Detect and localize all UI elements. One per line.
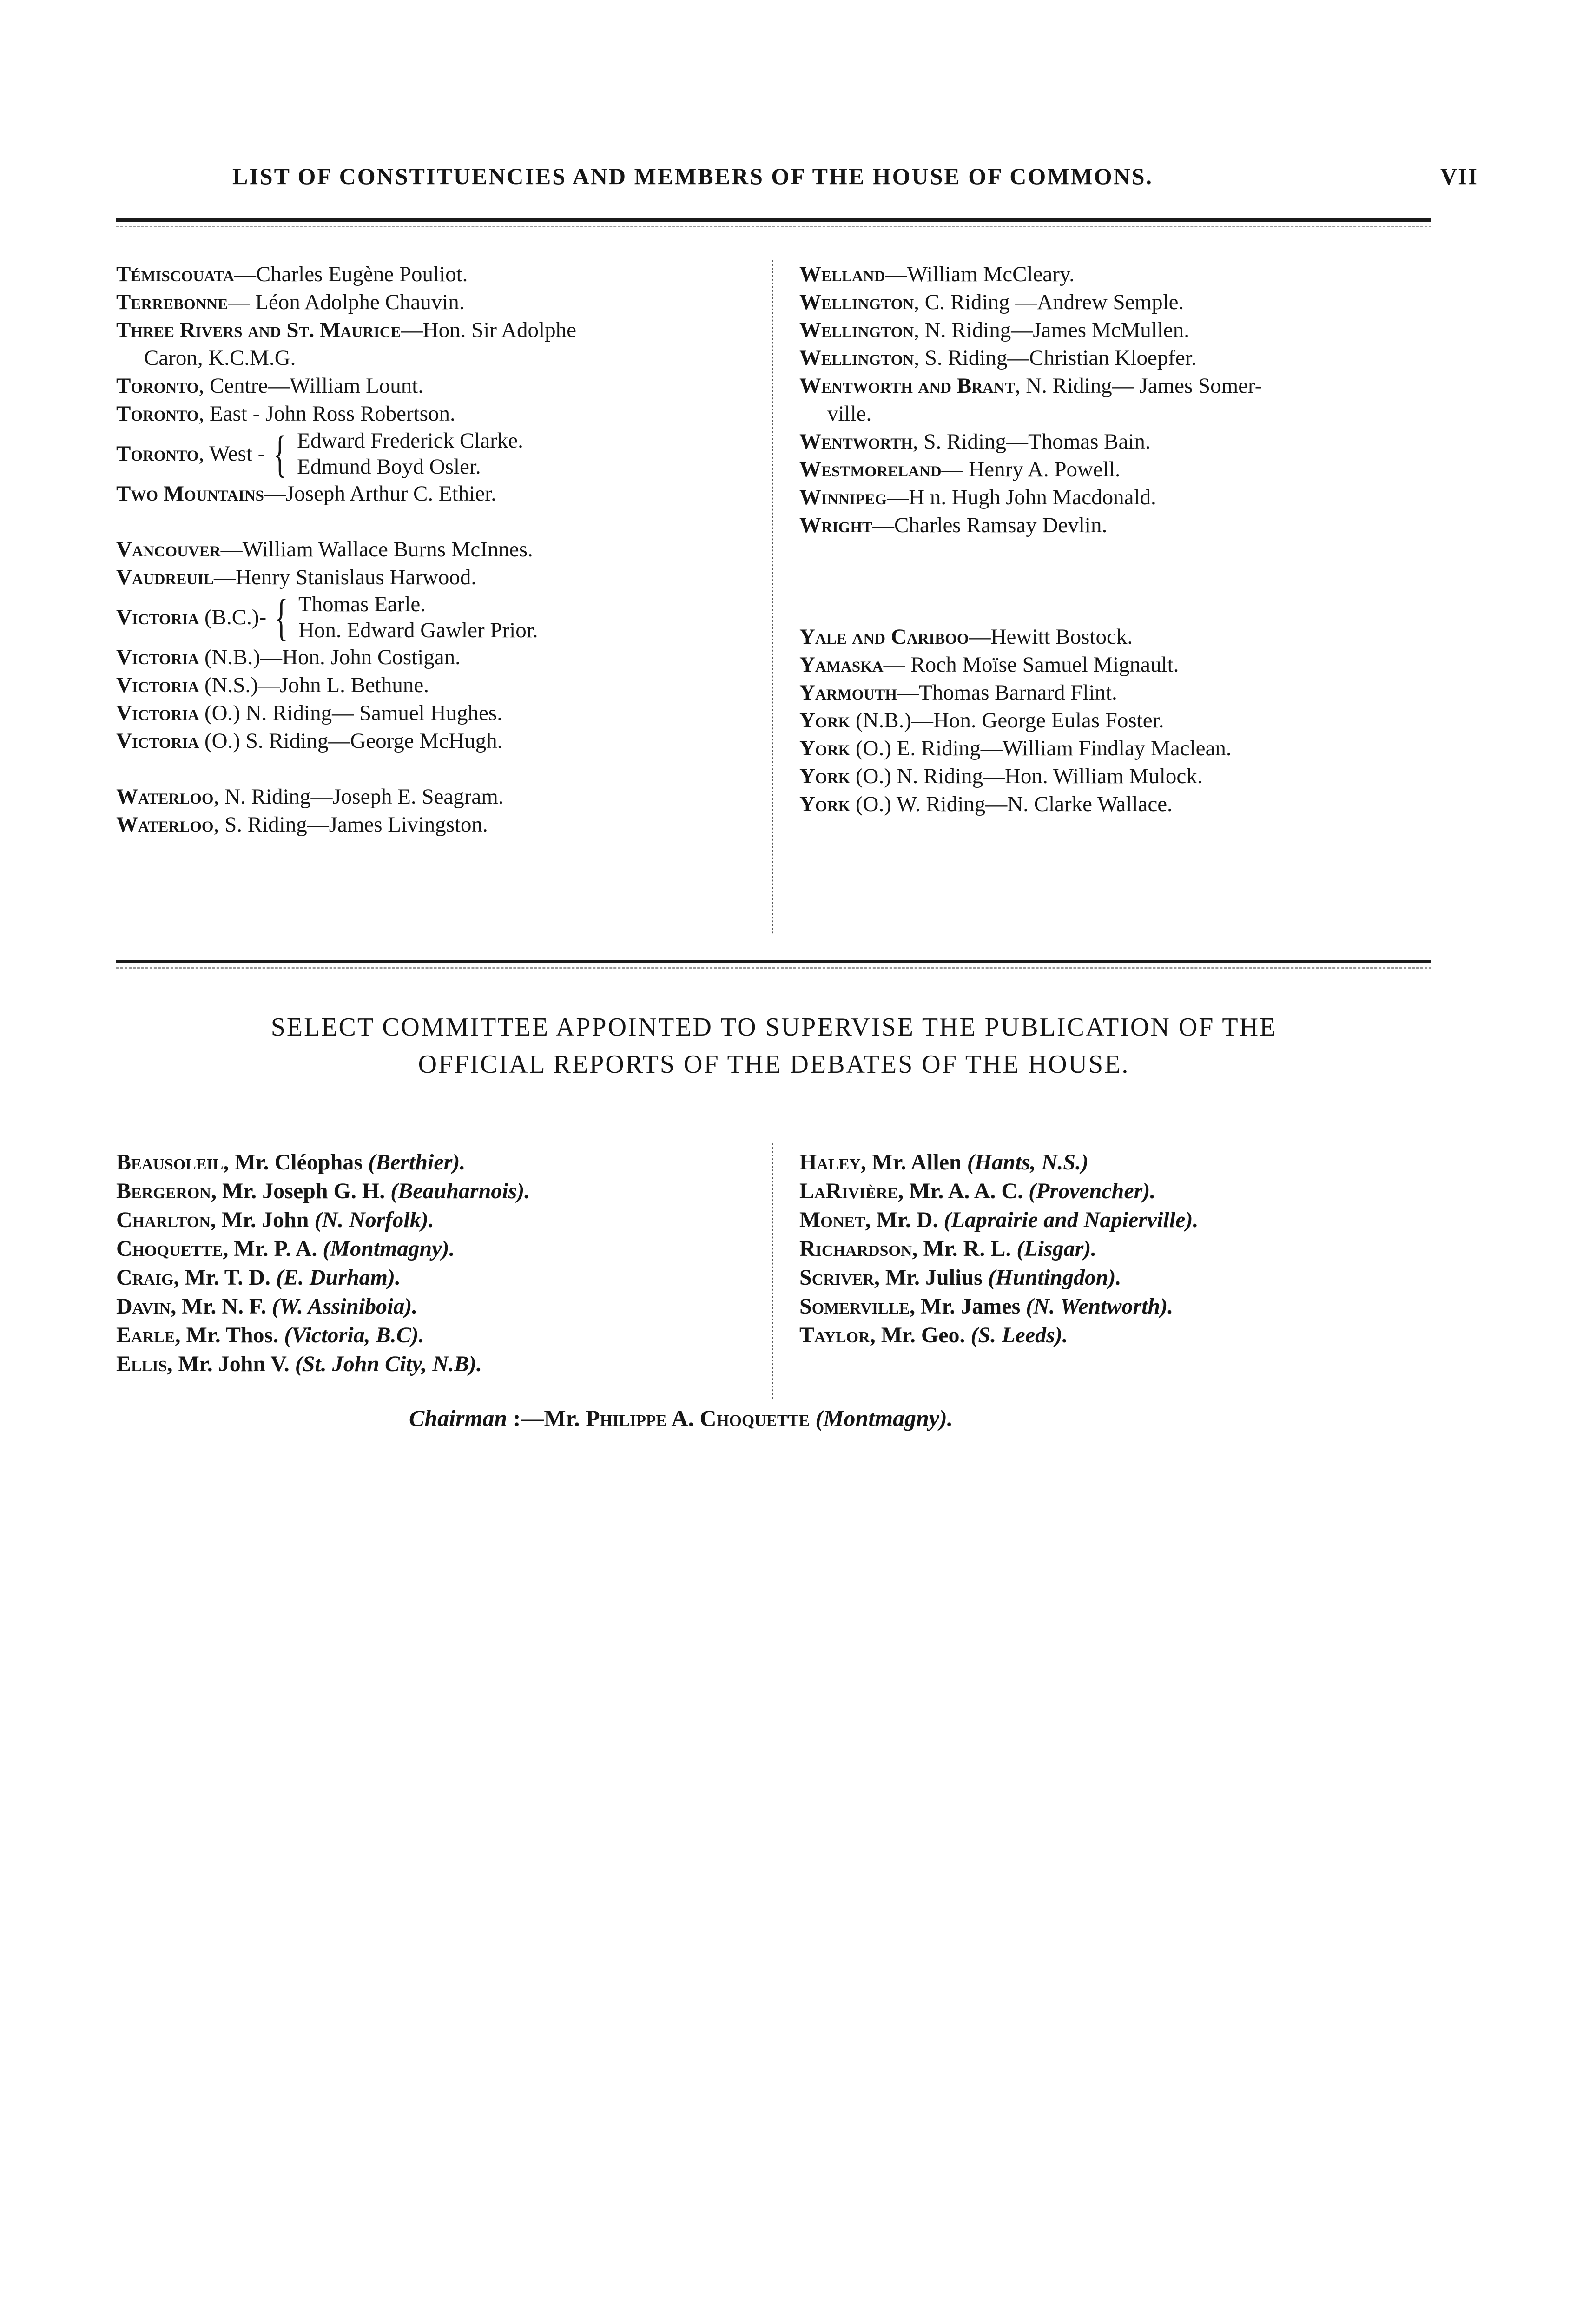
member-name: , N. Riding— James Somer-	[1015, 374, 1262, 398]
member-given-name: , Mr. Joseph G. H.	[211, 1179, 391, 1203]
constituency-entry	[799, 679, 1450, 706]
constituency-entry	[799, 372, 1450, 400]
constituency-name: Wright	[799, 513, 873, 537]
constituency-name: Vancouver	[116, 537, 221, 561]
member-name: , S. Riding—James Livingston.	[213, 812, 488, 837]
member-riding: (Berthier).	[368, 1150, 466, 1175]
constituency-entry-bracket	[116, 425, 758, 482]
committee-heading-line: OFFICIAL REPORTS OF THE DEBATES OF THE HOUSE.	[418, 1050, 1130, 1079]
member-riding: (Montmagny).	[323, 1236, 455, 1261]
member-given-name: , Mr. John V.	[167, 1352, 295, 1376]
constituency-entry	[799, 651, 1450, 679]
member-riding: (Huntingdon).	[988, 1265, 1121, 1290]
member-surname: Beausoleil	[116, 1150, 224, 1175]
member-surname: Craig	[116, 1265, 174, 1290]
constituency-entry	[116, 783, 758, 811]
member-surname: Davin	[116, 1294, 171, 1319]
constituency-name: Yamaska	[799, 653, 884, 677]
chairman-riding: (Montmagny).	[809, 1405, 953, 1431]
constituency-name: Waterloo	[116, 812, 214, 837]
member-given-name: , Mr. Cléophas	[223, 1150, 368, 1175]
member-name: (N.B.)—Hon. George Eulas Foster.	[850, 708, 1164, 733]
member-given-name: , Mr. Julius	[874, 1265, 988, 1290]
constituency-name: Témiscouata	[116, 262, 234, 286]
member-surname: LaRivière	[799, 1179, 898, 1203]
constituency-list-right	[799, 260, 1450, 818]
chairman-separator: :—Mr.	[507, 1405, 586, 1431]
member-name: —Henry Stanislaus Harwood.	[213, 565, 477, 589]
member-name: Hon. Edward Gawler Prior.	[298, 618, 538, 642]
constituency-entry	[116, 727, 758, 755]
committee-heading	[116, 1009, 1431, 1083]
constituency-name: Wellington	[799, 346, 914, 370]
member-given-name: , Mr. T. D.	[173, 1265, 276, 1290]
committee-member	[799, 1321, 1441, 1350]
constituency-name: Victoria	[116, 645, 199, 669]
constituency-name: Victoria	[116, 701, 199, 725]
constituency-entry	[799, 456, 1450, 483]
member-continuation: Caron, K.C.M.G.	[144, 346, 296, 370]
constituency-name: Winnipeg	[799, 485, 887, 509]
constituency-name: Two Mountains	[116, 482, 264, 506]
committee-member	[116, 1321, 758, 1350]
constituency-label: , West -	[198, 442, 265, 466]
member-given-name: , Mr. Thos.	[175, 1323, 284, 1347]
constituency-name: Toronto	[116, 442, 199, 466]
constituency-entry	[799, 288, 1450, 316]
committee-member	[799, 1263, 1441, 1292]
member-given-name: , Mr. D.	[865, 1208, 944, 1232]
member-name: Thomas Earle.	[298, 592, 426, 616]
constituency-entry	[116, 535, 758, 563]
constituency-name: Toronto	[116, 374, 199, 398]
constituency-name: York	[799, 792, 851, 816]
member-name: — Léon Adolphe Chauvin.	[228, 290, 465, 314]
constituency-name: Waterloo	[116, 785, 214, 809]
member-given-name: , Mr. John	[210, 1208, 315, 1232]
member-surname: Somerville	[799, 1294, 910, 1319]
section-rule-dashed	[116, 967, 1431, 969]
member-name: (O.) N. Riding— Samuel Hughes.	[199, 701, 502, 725]
committee-member	[116, 1235, 758, 1263]
constituency-entry	[799, 483, 1450, 511]
member-name: , N. Riding—Joseph E. Seagram.	[213, 785, 504, 809]
member-name: —Joseph Arthur C. Ethier.	[264, 482, 496, 506]
member-riding: (Laprairie and Napierville).	[943, 1208, 1199, 1232]
member-given-name: , Mr. Geo.	[870, 1323, 971, 1347]
member-name: —William McCleary.	[885, 262, 1075, 286]
constituency-entry	[799, 344, 1450, 372]
member-continuation: ville.	[827, 402, 872, 426]
committee-heading-line: SELECT COMMITTEE APPOINTED TO SUPERVISE THE PUBLICATION OF THE	[270, 1013, 1277, 1042]
constituency-name: Victoria	[116, 673, 199, 697]
committee-member	[799, 1177, 1441, 1206]
member-riding: (S. Leeds).	[970, 1323, 1068, 1347]
member-surname: Choquette	[116, 1236, 223, 1261]
member-name: —William Wallace Burns McInnes.	[220, 537, 533, 561]
member-name: —Charles Eugène Pouliot.	[234, 262, 468, 286]
committee-member	[799, 1206, 1441, 1235]
member-given-name: , Mr. R. L.	[912, 1236, 1017, 1261]
member-surname: Ellis	[116, 1352, 167, 1376]
constituency-name: Three Rivers and St. Maurice	[116, 318, 401, 342]
constituency-name: Victoria	[116, 605, 199, 629]
member-surname: Haley	[799, 1150, 861, 1175]
committee-member	[116, 1292, 758, 1321]
member-riding: (Hants, N.S.)	[967, 1150, 1089, 1175]
constituency-entry	[116, 316, 758, 344]
constituency-entry	[116, 288, 758, 316]
chairman-label: Chairman	[409, 1405, 508, 1431]
member-riding: (Victoria, B.C).	[284, 1323, 424, 1347]
constituency-name: York	[799, 736, 851, 760]
constituency-entry	[116, 260, 758, 288]
member-riding: (Beauharnois).	[390, 1179, 530, 1203]
member-name: — Roch Moïse Samuel Mignault.	[883, 653, 1179, 677]
brace-icon: {	[275, 589, 289, 646]
constituency-entry	[799, 428, 1450, 456]
committee-members-left	[116, 1148, 758, 1379]
member-name: —H n. Hugh John Macdonald.	[887, 485, 1156, 509]
member-name: (O.) S. Riding—George McHugh.	[199, 729, 503, 753]
member-name: , N. Riding—James McMullen.	[914, 318, 1189, 342]
chairman-name: Philippe A. Choquette	[586, 1405, 810, 1431]
constituency-entry	[116, 811, 758, 838]
constituency-list-left	[116, 260, 758, 838]
member-name: , S. Riding—Christian Kloepfer.	[914, 346, 1197, 370]
member-riding: (W. Assiniboia).	[271, 1294, 418, 1319]
member-name: (O.) E. Riding—William Findlay Maclean.	[850, 736, 1232, 760]
constituency-name: York	[799, 708, 851, 733]
constituency-entry-bracket	[116, 589, 758, 646]
committee-chairman	[409, 1404, 953, 1433]
member-name: —Hon. Sir Adolphe	[401, 318, 576, 342]
constituency-entry	[116, 643, 758, 671]
member-riding: (N. Norfolk).	[314, 1208, 434, 1232]
member-surname: Earle	[116, 1323, 175, 1347]
committee-member	[116, 1148, 758, 1177]
committee-member	[799, 1235, 1441, 1263]
member-given-name: , Mr. James	[910, 1294, 1026, 1319]
member-name: Edward Frederick Clarke.	[297, 429, 523, 453]
member-riding: (Lisgar).	[1016, 1236, 1097, 1261]
constituency-label: (B.C.)-	[199, 605, 267, 629]
constituency-entry	[116, 372, 758, 400]
constituency-name: Terrebonne	[116, 290, 228, 314]
constituency-entry	[799, 762, 1450, 790]
member-surname: Richardson	[799, 1236, 912, 1261]
member-name: , S. Riding—Thomas Bain.	[912, 429, 1151, 454]
member-surname: Scriver	[799, 1265, 874, 1290]
constituency-name: Toronto	[116, 402, 199, 426]
page-number: VII	[1440, 163, 1478, 189]
constituency-entry	[116, 563, 758, 591]
constituency-name: Westmoreland	[799, 457, 942, 482]
top-rule-dashed	[116, 226, 1431, 227]
committee-member	[116, 1263, 758, 1292]
committee-member	[116, 1177, 758, 1206]
member-name: —Hewitt Bostock.	[969, 625, 1133, 649]
member-surname: Taylor	[799, 1323, 870, 1347]
top-rule	[116, 218, 1431, 222]
column-divider	[772, 1143, 773, 1399]
constituency-entry	[799, 316, 1450, 344]
member-name: —Thomas Barnard Flint.	[897, 680, 1117, 705]
constituency-name: Wellington	[799, 318, 914, 342]
member-riding: (N. Wentworth).	[1026, 1294, 1174, 1319]
committee-member	[799, 1292, 1441, 1321]
constituency-name: Wentworth	[799, 429, 913, 454]
constituency-name: Wellington	[799, 290, 914, 314]
member-name: (O.) W. Riding—N. Clarke Wallace.	[850, 792, 1173, 816]
member-given-name: , Mr. A. A. C.	[898, 1179, 1029, 1203]
constituency-entry	[799, 623, 1450, 651]
member-riding: (St. John City, N.B).	[295, 1352, 482, 1376]
committee-members-right	[799, 1148, 1441, 1350]
constituency-entry	[799, 706, 1450, 734]
member-name: Edmund Boyd Osler.	[297, 455, 481, 479]
member-name: (O.) N. Riding—Hon. William Mulock.	[850, 764, 1203, 788]
constituency-entry	[799, 734, 1450, 762]
constituency-name: Vaudreuil	[116, 565, 214, 589]
member-name: , East - John Ross Robertson.	[198, 402, 455, 426]
constituency-entry	[799, 511, 1450, 539]
constituency-name: York	[799, 764, 851, 788]
constituency-entry	[116, 400, 758, 428]
running-title: LIST OF CONSTITUENCIES AND MEMBERS OF THE HOUSE OF COMMONS.	[232, 163, 1154, 189]
committee-member	[116, 1350, 758, 1379]
member-riding: (E. Durham).	[276, 1265, 401, 1290]
member-given-name: , Mr. N. F.	[171, 1294, 272, 1319]
member-surname: Monet	[799, 1208, 865, 1232]
committee-member	[799, 1148, 1441, 1177]
member-given-name: , Mr. Allen	[860, 1150, 967, 1175]
constituency-name: Victoria	[116, 729, 199, 753]
constituency-entry	[116, 699, 758, 727]
member-given-name: , Mr. P. A.	[223, 1236, 323, 1261]
constituency-name: Welland	[799, 262, 885, 286]
member-name: (N.S.)—John L. Bethune.	[199, 673, 429, 697]
member-name: —Charles Ramsay Devlin.	[872, 513, 1108, 537]
member-name: — Henry A. Powell.	[941, 457, 1121, 482]
constituency-entry	[799, 260, 1450, 288]
page-header	[232, 163, 1478, 200]
brace-icon: {	[273, 425, 287, 482]
member-name: (N.B.)—Hon. John Costigan.	[199, 645, 461, 669]
constituency-entry	[116, 480, 758, 508]
member-surname: Charlton	[116, 1208, 211, 1232]
constituency-name: Yale and Cariboo	[799, 625, 969, 649]
member-riding: (Provencher).	[1029, 1179, 1156, 1203]
constituency-entry	[116, 671, 758, 699]
committee-member	[116, 1206, 758, 1235]
constituency-name: Yarmouth	[799, 680, 897, 705]
member-name: , Centre—William Lount.	[198, 374, 424, 398]
constituency-name: Wentworth and Brant	[799, 374, 1015, 398]
column-divider	[772, 260, 773, 934]
member-name: , C. Riding —Andrew Semple.	[914, 290, 1184, 314]
member-surname: Bergeron	[116, 1179, 211, 1203]
section-rule	[116, 960, 1431, 963]
constituency-entry	[799, 790, 1450, 818]
